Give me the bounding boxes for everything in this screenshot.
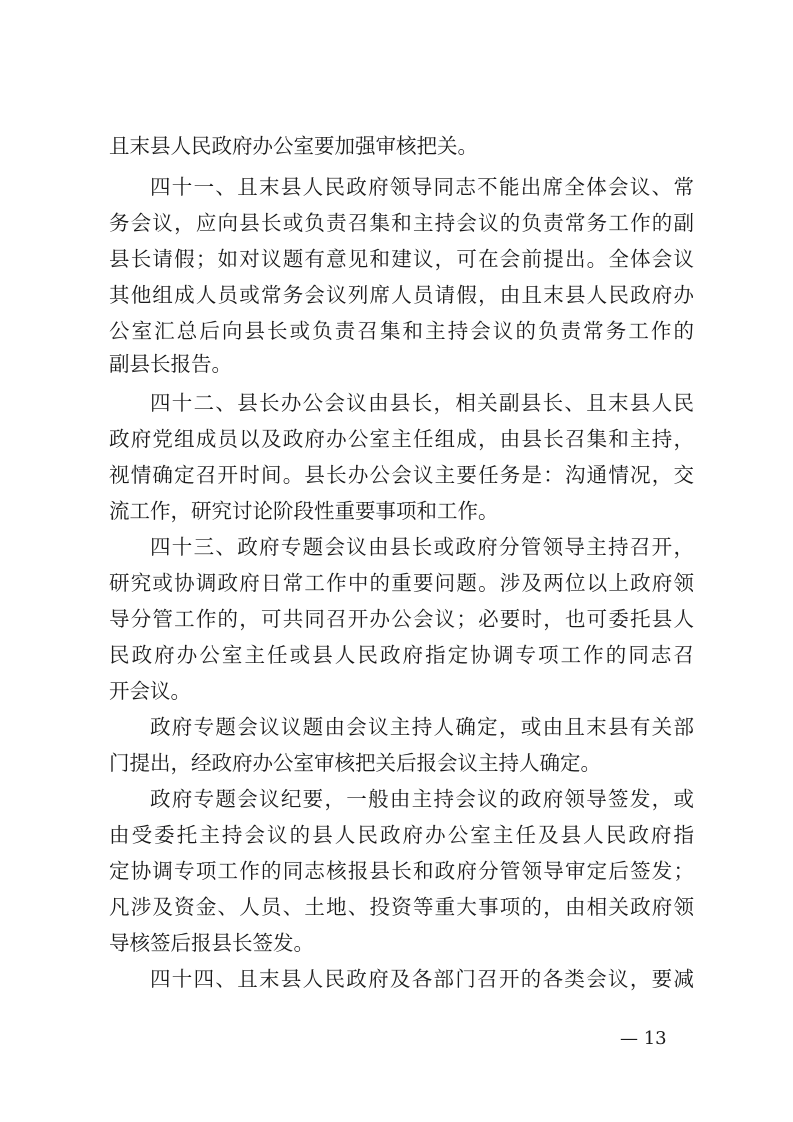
text-line: 定协调专项工作的同志核报县长和政府分管领导审定后签发； — [109, 859, 694, 883]
text-line: 县长请假；如对议题有意见和建议，可在会前提出。全体会议 — [109, 247, 694, 271]
text-line: 凡涉及资金、人员、土地、投资等重大事项的，由相关政府领 — [109, 895, 694, 919]
text-line: 由受委托主持会议的县人民政府办公室主任及县人民政府指 — [109, 823, 694, 847]
text-line: 四十三、政府专题会议由县长或政府分管领导主持召开， — [150, 535, 694, 559]
text-line: 导核签后报县长签发。 — [109, 931, 314, 955]
text-line: 且末县人民政府办公室要加强审核把关。 — [109, 134, 478, 158]
text-line: 政府专题会议议题由会议主持人确定，或由且末县有关部 — [150, 715, 694, 739]
text-line: 其他组成人员或常务会议列席人员请假，由且末县人民政府办 — [109, 283, 694, 307]
text-line: 民政府办公室主任或县人民政府指定协调专项工作的同志召 — [109, 643, 694, 667]
text-line: 务会议，应向县长或负责召集和主持会议的负责常务工作的副 — [109, 211, 694, 235]
text-line: 四十二、县长办公会议由县长，相关副县长、且末县人民 — [150, 391, 694, 415]
text-line: 开会议。 — [109, 679, 191, 703]
text-line: 视情确定召开时间。县长办公会议主要任务是：沟通情况，交 — [109, 463, 694, 487]
text-line: 政府党组成员以及政府办公室主任组成，由县长召集和主持， — [109, 427, 694, 451]
text-line: 门提出，经政府办公室审核把关后报会议主持人确定。 — [109, 751, 601, 775]
text-line: 研究或协调政府日常工作中的重要问题。涉及两位以上政府领 — [109, 571, 694, 595]
text-line: 公室汇总后向县长或负责召集和主持会议的负责常务工作的 — [109, 319, 694, 343]
text-line: 政府专题会议纪要，一般由主持会议的政府领导签发，或 — [150, 787, 694, 811]
text-line: 四十四、且末县人民政府及各部门召开的各类会议，要减 — [150, 967, 694, 991]
text-line: 流工作，研究讨论阶段性重要事项和工作。 — [109, 499, 499, 523]
page-number: — 13 — [620, 1028, 667, 1049]
text-line: 导分管工作的，可共同召开办公会议；必要时，也可委托县人 — [109, 607, 694, 631]
text-line: 四十一、且末县人民政府领导同志不能出席全体会议、常 — [150, 175, 694, 199]
text-line: 副县长报告。 — [109, 352, 232, 376]
